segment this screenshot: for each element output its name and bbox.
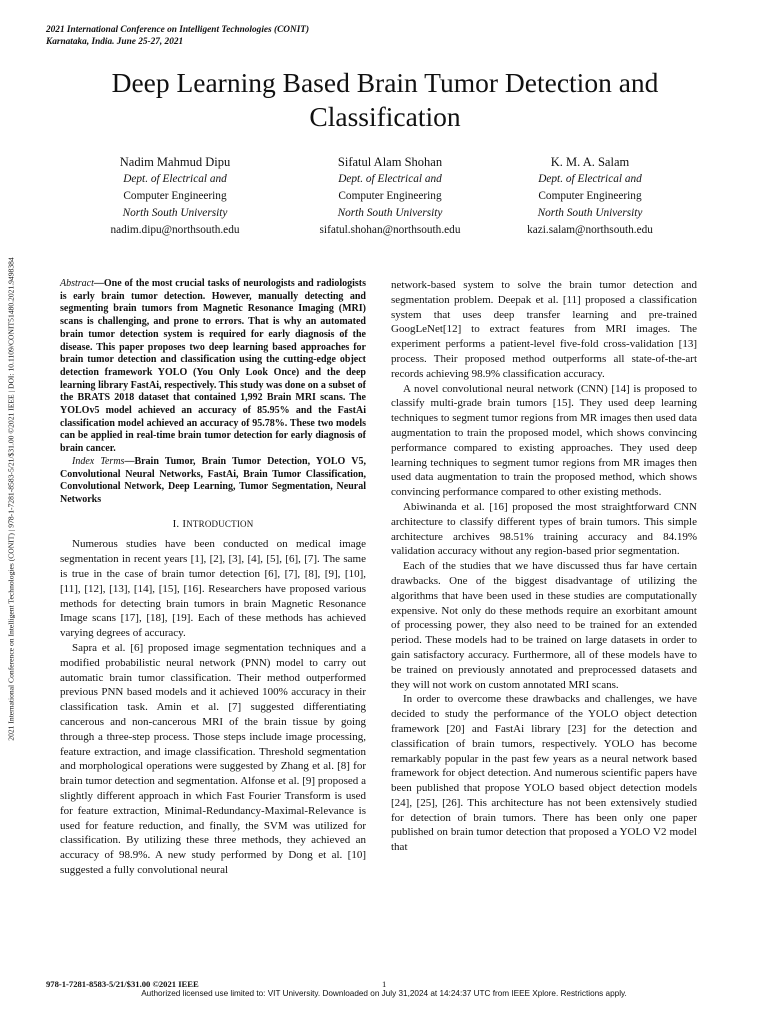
paragraph: In order to overcome these drawbacks and challenges, we have decided to study the performance of the YOLO object detection framework [20] and FastAi library [23] for the detection and classification of brain tumors, respectively. YOLO has become remarkably popular in the past few years as a neural network based framework for object detection. And numerous scientific papers have been published that propose YOLO based object detection models [24], [25], [26]. This architecture has not been extensively studied for detection of brain tumors. There has been only one paper published on brain tumor detection that proposed a YOLO V2 model that	[391, 693, 697, 854]
paragraph: network-based system to solve the brain tumor detection and segmentation problem. Deepak et al. [11] proposed a classification system that uses deep transfer learning and pre-trained GoogLeNet[12] to extract features from MRI images. The experiment performs a patient-level five-fold cross-validation [13] process. Their proposed method outperforms all state-of-the-art records achieving 98.9% classification accuracy.	[391, 279, 697, 380]
author-name: K. M. A. Salam	[550, 155, 630, 169]
paper-title: Deep Learning Based Brain Tumor Detection and Classification	[111, 67, 659, 132]
conference-header	[46, 24, 309, 48]
author-dept-2: Computer Engineering	[338, 190, 442, 202]
author-email: sifatul.shohan@northsouth.edu	[319, 224, 461, 236]
paragraph: Abiwinanda et al. [16] proposed the most straightforward CNN architecture to classify different types of brain tumors. This simple architecture archives 98.51% training accuracy and 84.19% validation accuracy without any region-based prior segmentation.	[391, 500, 697, 558]
author-dept-2: Computer Engineering	[538, 190, 642, 202]
author-university: North South University	[537, 207, 643, 219]
author-1	[60, 154, 290, 239]
abstract-label: Abstract	[60, 278, 94, 289]
author-university: North South University	[122, 207, 228, 219]
author-2	[275, 154, 505, 239]
section-title-cap: I	[182, 517, 187, 530]
index-terms	[60, 456, 366, 507]
conference-name: 2021 International Conference on Intelligent Technologies (CONIT)	[46, 25, 310, 35]
author-name: Nadim Mahmud Dipu	[119, 155, 231, 169]
author-email: kazi.salam@northsouth.edu	[527, 224, 653, 236]
author-dept: Dept. of Electrical and	[338, 173, 442, 185]
author-university: North South University	[337, 207, 443, 219]
paragraph: Sapra et al. [6] proposed image segmentation techniques and a modified probabilistic neural network (PNN) model to carry out automatic brain tumor classification. Their method outperformed previous PNN based models and it achieved 100% accuracy in their classification task. Amin et al. [7] suggested differentiating cancerous and non-cancerous MRI of the brain tissue by going through a three-step process. Those steps include image processing, feature extraction, and image classification. Threshold segmentation and morphological operations were suggested by Zhang et al. [8] for brain tumor detection and segmentation. Alfonse et al. [9] proposed a slightly different approach in which Fast Fourier Transform is used for feature extraction, Minimal-Redundancy-Maximal-Relevance is used for feature reduction, and finally, the SVM was utilized for classification. By utilizing these three methods, they achieved an accuracy of 98.9%. A new study performed by Dong et al. [10] suggested a fully convolutional neural	[60, 642, 366, 876]
paragraph: Each of the studies that we have discussed thus far have certain drawbacks. One of the biggest disadvantage of utilizing the algorithms that have been used in these studies are computationally expensive. Not only do these methods require an exorbitant amount of processing power, they also need to be trained for an extended period. These models had to be trained on large datasets in order to gain satisfactory accuracy. Furthermore, all of these models have to be trained on previously annotated and preprocessed datasets and they will not work on custom annotated MRI scans.	[391, 560, 697, 691]
author-dept: Dept. of Electrical and	[123, 173, 227, 185]
copyright-footer: 978-1-7281-8583-5/21/$31.00 ©2021 IEEE	[46, 979, 199, 989]
doi-sidebar	[1, 187, 21, 812]
paragraph: A novel convolutional neural network (CNN) [14] is proposed to classify multi-grade brain tumors [15]. They used deep learning techniques to segment tumor regions from MR images then used data augmentation to train the proposed model, which shows convincing performance compared to existing approaches. They used deep learning techniques to segment tumor regions from MR images then used data augmentation to train the proposed method, which shows convincing performance compared to other existing methods.	[391, 382, 697, 499]
author-name: Sifatul Alam Shohan	[337, 155, 443, 169]
left-column	[60, 278, 366, 878]
author-3	[475, 154, 705, 239]
section-heading	[60, 517, 366, 532]
section-number: I.	[172, 517, 180, 530]
right-column	[391, 278, 697, 855]
abstract	[60, 278, 366, 456]
license-notice: Authorized licensed use limited to: VIT University. Downloaded on July 31,2024 at 14:24:37 UTC from IEEE Xplore. Restrictions apply.	[141, 989, 627, 998]
page-number: 1	[382, 979, 387, 989]
author-dept-2: Computer Engineering	[123, 190, 227, 202]
index-terms-label: Index Terms	[72, 455, 125, 467]
paragraph: Numerous studies have been conducted on medical image segmentation in recent years [1], [2], [3], [4], [5], [6], [7]. The same is true in the case of brain tumor detection [6], [7], [8], [9], [10], [11], [12], [13], [14], [15], [16]. Researchers have proposed various methods for detecting brain tumors in brain Magnetic Resonance Image scans [17], [18], [19]. Each of these methods has achieved varying degrees of accuracy.	[60, 538, 366, 640]
section-title-rest: NTRODUCTION	[186, 518, 254, 529]
index-terms-text: —Brain Tumor, Brain Tumor Detection, YOLO V5, Convolutional Neural Networks, FastAi, Brain Tumor Classification, Convolutional Network, Deep Learning, Tumor Segmentation, Neural Networks	[60, 455, 366, 505]
abstract-text: —One of the most crucial tasks of neurologists and radiologists is early brain tumor detection. However, manually detecting and segmenting brain tumors from Magnetic Resonance Imaging (MRI) scans is challenging, and prone to errors. That is why an automated brain tumor detection system is required for early diagnosis of the disease. This paper proposes two deep learning based approaches for brain tumor detection and classification using the cutting-edge object detection framework YOLO (You Only Look Once) and the deep learning library FastAi, respectively. This study was done on a subset of the BRATS 2018 dataset that contained 1,992 Brain MRI scans. The YOLOv5 model achieved an accuracy of 85.95% and the FastAi classification model achieved an accuracy of 95.78%. These two models can be applied in real-time brain tumor detection for early diagnosis of brain cancer.	[60, 278, 366, 455]
author-dept: Dept. of Electrical and	[538, 173, 642, 185]
doi-sidebar-text: 2021 International Conference on Intelligent Technologies (CONIT) | 978-1-7281-8583-5/21/$31.00 ©2021 IEEE | DOI: 10.1109/CONIT51480.2021.9498384	[6, 257, 16, 741]
author-email: nadim.dipu@northsouth.edu	[110, 224, 240, 236]
conference-location: Karnataka, India. June 25-27, 2021	[46, 37, 184, 47]
